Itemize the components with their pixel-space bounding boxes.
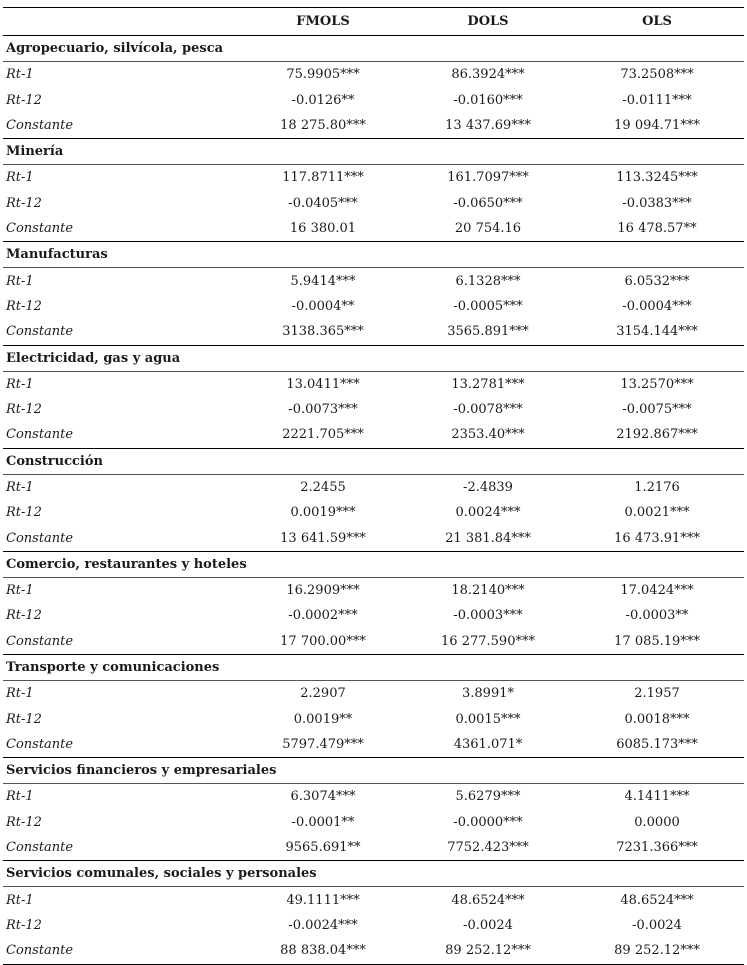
table-body [3,35,744,964]
value-cell-ols: 48.6524*** [620,892,694,908]
value-cell-ols: -0.0004*** [622,298,692,314]
value-cell-ols: 17 085.19*** [614,633,700,649]
value-cell-ols: 2192.867*** [616,427,698,443]
value-cell-fmols: -0.0001** [291,814,355,830]
value-cell-fmols: 0.0019** [293,711,353,727]
row-label: Rt-12 [6,505,42,521]
table-row [3,681,744,706]
value-cell-fmols: 2.2907 [300,686,346,702]
value-cell-ols: 16 473.91*** [614,530,700,546]
value-cell-fmols: -0.0002*** [288,608,358,624]
table-row [3,113,744,138]
table-row [3,629,744,654]
value-cell-dols: 48.6524*** [451,892,525,908]
col-header-ols: OLS [642,14,672,29]
value-cell-dols: -0.0003*** [453,608,523,624]
value-cell-fmols: -0.0073*** [288,402,358,418]
value-cell-dols: -0.0650*** [453,195,523,211]
table-row [3,319,744,344]
row-label: Rt-12 [6,608,42,624]
section-row [3,758,744,783]
value-cell-ols: 0.0000 [634,814,680,830]
section-row [3,552,744,577]
value-cell-fmols: -0.0024*** [288,917,358,933]
table-row [3,268,744,293]
row-label: Constante [6,324,74,340]
row-label: Rt-1 [6,479,34,495]
value-cell-fmols: 13 641.59*** [280,530,366,546]
section-row [3,242,744,267]
value-cell-fmols: 16.2909*** [286,583,360,599]
row-label: Rt-1 [6,892,34,908]
section-row [3,449,744,474]
value-cell-fmols: 3138.365*** [282,324,364,340]
value-cell-ols: 1.2176 [634,479,680,495]
value-cell-ols: 16 478.57** [617,221,697,237]
table-row [3,732,744,757]
value-cell-dols: 13 437.69*** [445,117,531,133]
section-title: Minería [6,144,64,160]
row-label: Rt-12 [6,917,42,933]
value-cell-ols: 13.2570*** [620,376,694,392]
value-cell-fmols: -0.0126** [291,92,355,108]
value-cell-dols: -0.0000*** [453,814,523,830]
value-cell-ols: -0.0111*** [622,92,692,108]
value-cell-dols: 21 381.84*** [445,530,531,546]
section-row [3,346,744,371]
section-title: Construcción [6,453,103,469]
value-cell-ols: 17.0424*** [620,583,694,599]
row-label: Rt-1 [6,273,34,289]
value-cell-ols: 73.2508*** [620,67,694,83]
value-cell-fmols: 6.3074*** [290,789,356,805]
value-cell-fmols: 2.2455 [300,479,346,495]
value-cell-fmols: 117.8711*** [282,170,364,186]
table-row [3,475,744,500]
value-cell-fmols: 2221.705*** [282,427,364,443]
row-label: Constante [6,633,74,649]
value-cell-ols: 3154.144*** [616,324,698,340]
table-row [3,216,744,241]
value-cell-ols: -0.0024 [632,917,682,933]
row-label: Rt-1 [6,67,34,83]
table-row [3,372,744,397]
row-label: Rt-12 [6,711,42,727]
value-cell-fmols: 5797.479*** [282,737,364,752]
table-row [3,87,744,112]
value-cell-dols: 89 252.12*** [445,943,531,959]
table-row [3,525,744,550]
value-cell-dols: 3.8991* [462,686,514,702]
value-cell-ols: 113.3245*** [616,170,698,186]
value-cell-dols: 13.2781*** [451,376,525,392]
row-label: Constante [6,427,74,443]
row-label: Rt-1 [6,583,34,599]
section-title: Manufacturas [6,247,108,263]
value-cell-fmols: 0.0019*** [290,505,356,521]
value-cell-dols: 4361.071* [453,737,523,752]
section-title: Agropecuario, silvícola, pesca [6,41,224,56]
value-cell-ols: 6.0532*** [624,273,690,289]
value-cell-fmols: 13.0411*** [286,376,360,392]
value-cell-dols: 6.1328*** [455,273,521,289]
row-label: Constante [6,117,74,133]
table-row [3,810,744,835]
section-title: Electricidad, gas y agua [6,350,181,366]
table-row [3,191,744,216]
table-row [3,603,744,628]
value-cell-ols: 2.1957 [634,686,680,702]
value-cell-dols: -2.4839 [463,479,513,495]
section-row [3,36,744,61]
table-row [3,706,744,731]
row-label: Rt-12 [6,92,42,108]
value-cell-dols: 2353.40*** [451,427,525,443]
value-cell-ols: 19 094.71*** [614,117,700,133]
table-row [3,397,744,422]
table-row [3,887,744,912]
row-label: Rt-1 [6,376,34,392]
value-cell-ols: 7231.366*** [616,840,698,856]
value-cell-fmols: 18 275.80*** [280,117,366,133]
table-row [3,165,744,190]
value-cell-dols: 0.0024*** [455,505,521,521]
value-cell-fmols: 49.1111*** [286,892,360,908]
table-row [3,500,744,525]
row-label: Constante [6,737,74,752]
row-label: Rt-12 [6,402,42,418]
col-header-dols: DOLS [467,14,509,29]
value-cell-dols: 5.6279*** [455,789,521,805]
col-header-fmols: FMOLS [296,14,350,29]
value-cell-ols: -0.0003** [625,608,689,624]
section-title: Transporte y comunicaciones [6,660,220,676]
value-cell-ols: -0.0075*** [622,402,692,418]
value-cell-dols: 20 754.16 [454,221,522,237]
value-cell-fmols: -0.0004** [291,298,355,314]
section-row [3,139,744,164]
value-cell-dols: 161.7097*** [447,170,529,186]
row-label: Constante [6,943,74,959]
table-row [3,422,744,447]
section-row [3,655,744,680]
value-cell-fmols: 17 700.00*** [280,633,366,649]
value-cell-dols: -0.0024 [463,917,513,933]
row-label: Rt-1 [6,789,34,805]
row-label: Constante [6,221,74,237]
value-cell-ols: 0.0021*** [624,505,690,521]
row-label: Rt-12 [6,195,42,211]
table-row [3,835,744,860]
value-cell-dols: -0.0078*** [453,402,523,418]
value-cell-dols: -0.0005*** [453,298,523,314]
value-cell-ols: 4.1411*** [624,789,690,805]
section-title: Servicios comunales, sociales y personales [6,866,317,882]
value-cell-fmols: 88 838.04*** [280,943,366,959]
value-cell-dols: 7752.423*** [447,840,529,856]
value-cell-dols: -0.0160*** [453,92,523,108]
value-cell-fmols: 9565.691** [285,840,361,856]
value-cell-fmols: -0.0405*** [288,195,358,211]
row-label: Constante [6,840,74,856]
section-title: Servicios financieros y empresariales [6,763,277,779]
table-row [3,938,744,963]
header-row [3,8,744,35]
section-title: Comercio, restaurantes y hoteles [6,556,247,572]
bottom-rule [3,964,744,965]
value-cell-fmols: 16 380.01 [289,221,357,237]
table-row [3,62,744,87]
row-label: Constante [6,530,74,546]
regression-table [3,7,744,965]
row-label: Rt-1 [6,170,34,186]
value-cell-fmols: 75.9905*** [286,67,360,83]
section-row [3,861,744,886]
value-cell-dols: 18.2140*** [451,583,525,599]
row-label: Rt-12 [6,298,42,314]
value-cell-dols: 3565.891*** [447,324,529,340]
table-row [3,578,744,603]
value-cell-ols: -0.0383*** [622,195,692,211]
table-row [3,294,744,319]
row-label: Rt-1 [6,686,34,702]
value-cell-dols: 86.3924*** [451,67,525,83]
value-cell-dols: 16 277.590*** [441,633,535,649]
value-cell-dols: 0.0015*** [455,711,521,727]
value-cell-ols: 6085.173*** [616,737,698,752]
value-cell-ols: 89 252.12*** [614,943,700,959]
value-cell-fmols: 5.9414*** [290,273,356,289]
table-row [3,913,744,938]
table-row [3,784,744,809]
row-label: Rt-12 [6,814,42,830]
value-cell-ols: 0.0018*** [624,711,690,727]
